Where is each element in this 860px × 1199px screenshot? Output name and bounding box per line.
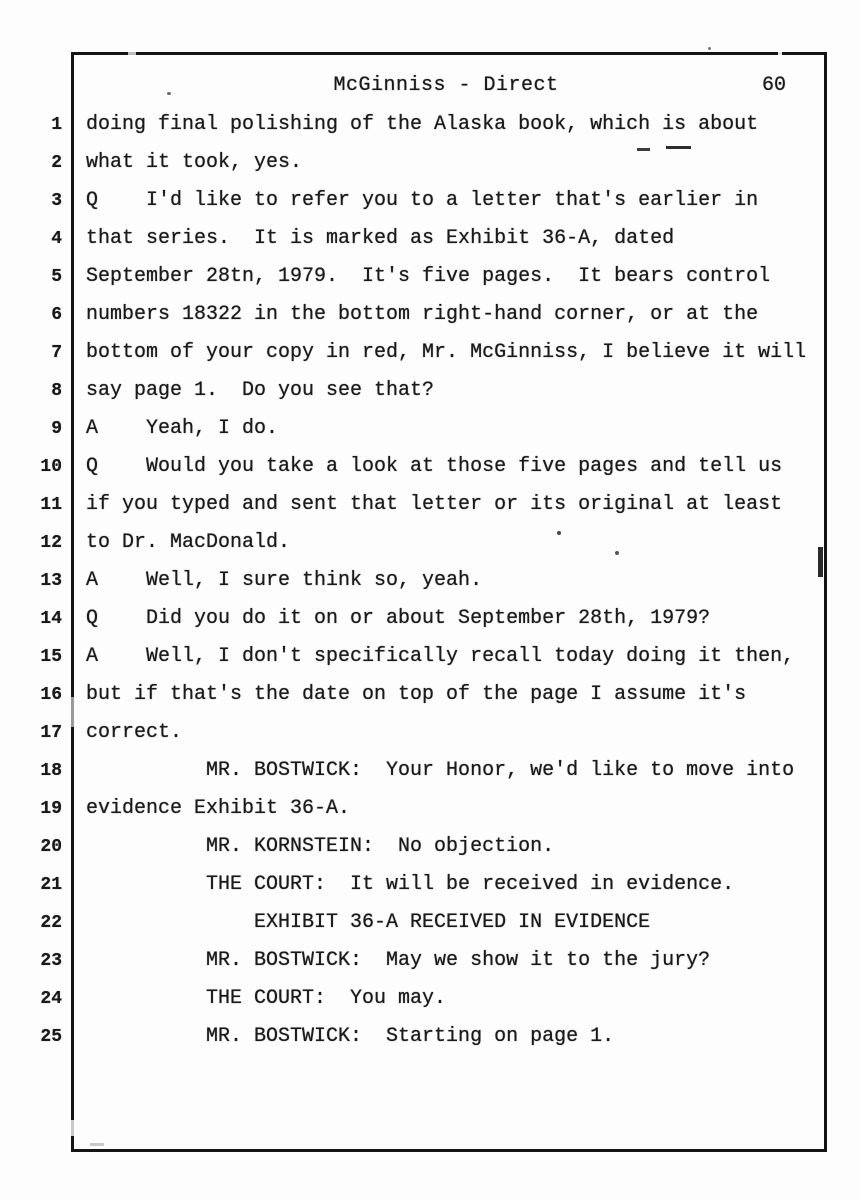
transcript-line	[0, 486, 860, 524]
line-text: to Dr. MacDonald.	[86, 531, 291, 554]
line-number: 5	[51, 267, 62, 287]
line-number: 2	[51, 153, 62, 173]
line-number: 10	[40, 457, 62, 477]
page-header-title: McGinniss - Direct	[333, 74, 559, 97]
scan-border-gap	[90, 1143, 104, 1146]
line-number: 7	[51, 343, 62, 363]
transcript-lines	[0, 106, 860, 1056]
line-number: 18	[40, 761, 62, 781]
line-text: A Well, I sure think so, yeah.	[86, 569, 483, 592]
line-number: 6	[51, 305, 62, 325]
transcript-line	[0, 144, 860, 182]
line-text: that series. It is marked as Exhibit 36-A, dated	[86, 227, 675, 250]
line-number: 12	[40, 533, 62, 553]
line-number: 14	[40, 609, 62, 629]
line-text: but if that's the date on top of the page I assume it's	[86, 683, 747, 706]
scan-border-gap	[778, 52, 782, 55]
transcript-line	[0, 562, 860, 600]
line-number: 17	[40, 723, 62, 743]
scan-border-gap	[128, 52, 136, 55]
line-number: 8	[51, 381, 62, 401]
line-text: doing final polishing of the Alaska book, which is about	[86, 113, 759, 136]
line-number: 1	[51, 115, 62, 135]
transcript-line	[0, 410, 860, 448]
transcript-line	[0, 258, 860, 296]
line-text: say page 1. Do you see that?	[86, 379, 435, 402]
transcript-line	[0, 106, 860, 144]
line-text: THE COURT: It will be received in evidence.	[86, 873, 735, 896]
line-text: what it took, yes.	[86, 151, 303, 174]
transcript-line	[0, 524, 860, 562]
line-text: numbers 18322 in the bottom right-hand corner, or at the	[86, 303, 759, 326]
line-number: 13	[40, 571, 62, 591]
line-text: A Yeah, I do.	[86, 417, 279, 440]
line-number: 11	[40, 495, 62, 515]
line-text: September 28tn, 1979. It's five pages. It bears control	[86, 265, 771, 288]
line-text: THE COURT: You may.	[86, 987, 447, 1010]
transcript-line	[0, 182, 860, 220]
line-number: 16	[40, 685, 62, 705]
line-text: MR. KORNSTEIN: No objection.	[86, 835, 555, 858]
transcript-line	[0, 600, 860, 638]
line-number: 23	[40, 951, 62, 971]
line-number: 19	[40, 799, 62, 819]
transcript-line	[0, 220, 860, 258]
line-text: EXHIBIT 36-A RECEIVED IN EVIDENCE	[86, 911, 651, 934]
line-text: A Well, I don't specifically recall today doing it then,	[86, 645, 795, 668]
transcript-line	[0, 448, 860, 486]
line-number: 20	[40, 837, 62, 857]
scan-artifact-dot	[708, 47, 711, 50]
line-text: MR. BOSTWICK: Your Honor, we'd like to move into	[86, 759, 795, 782]
line-text: MR. BOSTWICK: May we show it to the jury?	[86, 949, 711, 972]
transcript-line	[0, 866, 860, 904]
transcript-line	[0, 1018, 860, 1056]
transcript-line	[0, 828, 860, 866]
line-text: correct.	[86, 721, 183, 744]
line-number: 25	[40, 1027, 62, 1047]
transcript-line	[0, 372, 860, 410]
line-text: MR. BOSTWICK: Starting on page 1.	[86, 1025, 615, 1048]
line-text: bottom of your copy in red, Mr. McGinniss, I believe it will	[86, 341, 807, 364]
transcript-line	[0, 638, 860, 676]
transcript-line	[0, 790, 860, 828]
transcript-line	[0, 904, 860, 942]
line-number: 22	[40, 913, 62, 933]
line-number: 24	[40, 989, 62, 1009]
line-text: Q Did you do it on or about September 28th, 1979?	[86, 607, 711, 630]
line-number: 9	[51, 419, 62, 439]
transcript-line	[0, 980, 860, 1018]
line-text: Q Would you take a look at those five pages and tell us	[86, 455, 783, 478]
transcript-line	[0, 942, 860, 980]
transcript-line	[0, 752, 860, 790]
line-number: 3	[51, 191, 62, 211]
line-text: evidence Exhibit 36-A.	[86, 797, 351, 820]
line-text: Q I'd like to refer you to a letter that's earlier in	[86, 189, 759, 212]
line-number: 15	[40, 647, 62, 667]
line-number: 21	[40, 875, 62, 895]
transcript-line	[0, 714, 860, 752]
scan-border-gap	[71, 1120, 74, 1136]
transcript-line	[0, 296, 860, 334]
line-text: if you typed and sent that letter or its original at least	[86, 493, 783, 516]
page-number: 60	[762, 74, 787, 97]
transcript-line	[0, 334, 860, 372]
transcript-line	[0, 676, 860, 714]
line-number: 4	[51, 229, 62, 249]
